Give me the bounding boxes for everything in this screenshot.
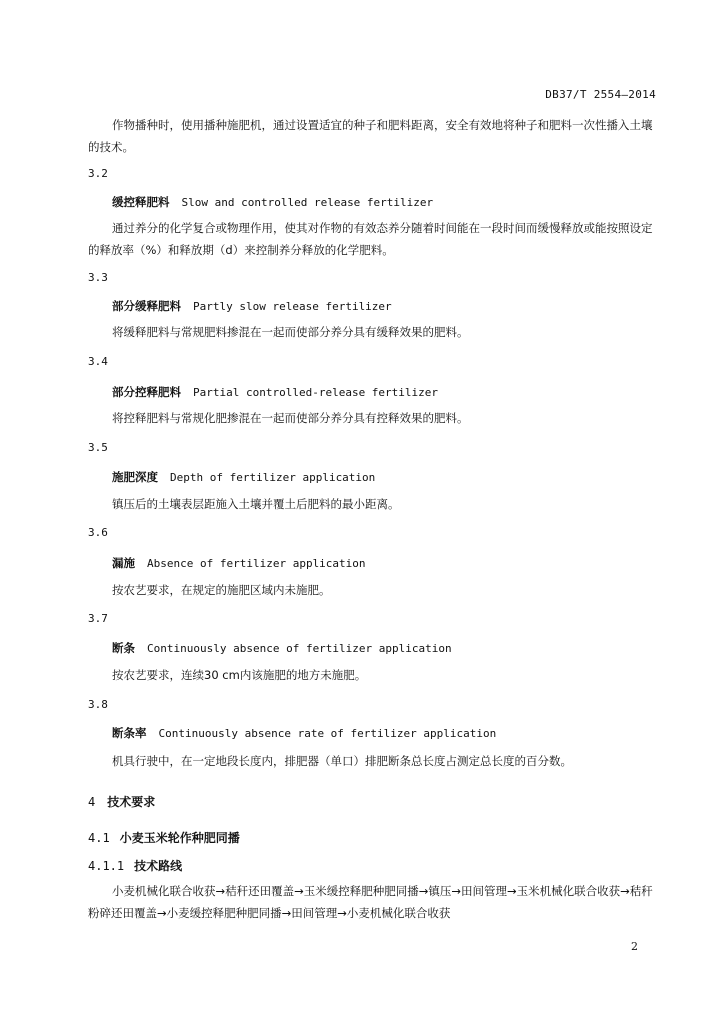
section-heading <box>88 793 155 810</box>
page-number: 2 <box>631 940 638 953</box>
term-chinese: 部分缓释肥料 <box>112 299 181 313</box>
term-english: Slow and controlled release fertilizer <box>181 196 434 209</box>
term-chinese: 断条率 <box>112 726 147 740</box>
term-english: Depth of fertilizer application <box>170 471 376 484</box>
term-heading <box>112 640 452 656</box>
clause-number: 3.4 <box>88 355 108 368</box>
clause-number: 3.6 <box>88 526 108 539</box>
subsection-heading <box>88 829 240 846</box>
term-english: Partly slow release fertilizer <box>193 300 392 313</box>
term-heading <box>112 384 438 400</box>
term-definition: 将控释肥料与常规化肥掺混在一起而使部分养分具有控释效果的肥料。 <box>112 411 469 425</box>
subsection-number: 4.1 <box>88 831 110 845</box>
term-chinese: 断条 <box>112 641 135 655</box>
subsubsection-number: 4.1.1 <box>88 859 125 873</box>
term-definition: 将缓释肥料与常规肥料掺混在一起而使部分养分具有缓释效果的肥料。 <box>112 325 469 339</box>
term-definition: 通过养分的化学复合或物理作用，使其对作物的有效态养分随着时间能在一段时间而缓慢释放或能按照设定的释放率（%）和释放期（d）来控制养分释放的化学肥料。 <box>88 221 653 257</box>
term-chinese: 缓控释肥料 <box>112 195 170 209</box>
term-heading <box>112 469 375 485</box>
term-chinese: 施肥深度 <box>112 470 158 484</box>
section-title: 技术要求 <box>107 795 156 809</box>
term-definition: 按农艺要求，连续30 cm内该施肥的地方未施肥。 <box>112 668 367 682</box>
term-english: Absence of fertilizer application <box>147 557 366 570</box>
term-heading <box>112 555 366 571</box>
term-heading <box>112 725 496 741</box>
term-definition: 镇压后的土壤表层距施入土壤并覆土后肥料的最小距离。 <box>112 497 400 511</box>
intro-paragraph: 作物播种时，使用播种施肥机，通过设置适宜的种子和肥料距离，安全有效地将种子和肥料一次性播入土壤的技术。 <box>88 118 653 154</box>
subsection-title: 小麦玉米轮作种肥同播 <box>119 831 240 845</box>
term-heading <box>112 194 433 210</box>
term-definition: 机具行驶中，在一定地段长度内，排肥器（单口）排肥断条总长度占测定总长度的百分数。 <box>112 754 572 768</box>
term-definition: 按农艺要求，在规定的施肥区域内未施肥。 <box>112 583 331 597</box>
clause-number: 3.3 <box>88 271 108 284</box>
subsubsection-title: 技术路线 <box>134 859 183 873</box>
clause-number: 3.5 <box>88 441 108 454</box>
clause-number: 3.2 <box>88 167 108 180</box>
clause-number: 3.7 <box>88 612 108 625</box>
clause-number: 3.8 <box>88 698 108 711</box>
route-paragraph: 小麦机械化联合收获→秸秆还田覆盖→玉米缓控释肥种肥同播→镇压→田间管理→玉米机械化联合收获→秸秆粉碎还田覆盖→小麦缓控释肥种肥同播→田间管理→小麦机械化联合收获 <box>88 884 653 920</box>
section-number: 4 <box>88 795 96 809</box>
subsubsection-heading <box>88 857 182 874</box>
term-heading <box>112 298 392 314</box>
term-chinese: 部分控释肥料 <box>112 385 181 399</box>
term-english: Continuously absence rate of fertilizer application <box>158 727 497 740</box>
term-chinese: 漏施 <box>112 556 135 570</box>
term-english: Partial controlled-release fertilizer <box>193 386 439 399</box>
term-english: Continuously absence of fertilizer application <box>147 642 452 655</box>
document-code: DB37/T 2554—2014 <box>545 88 656 101</box>
